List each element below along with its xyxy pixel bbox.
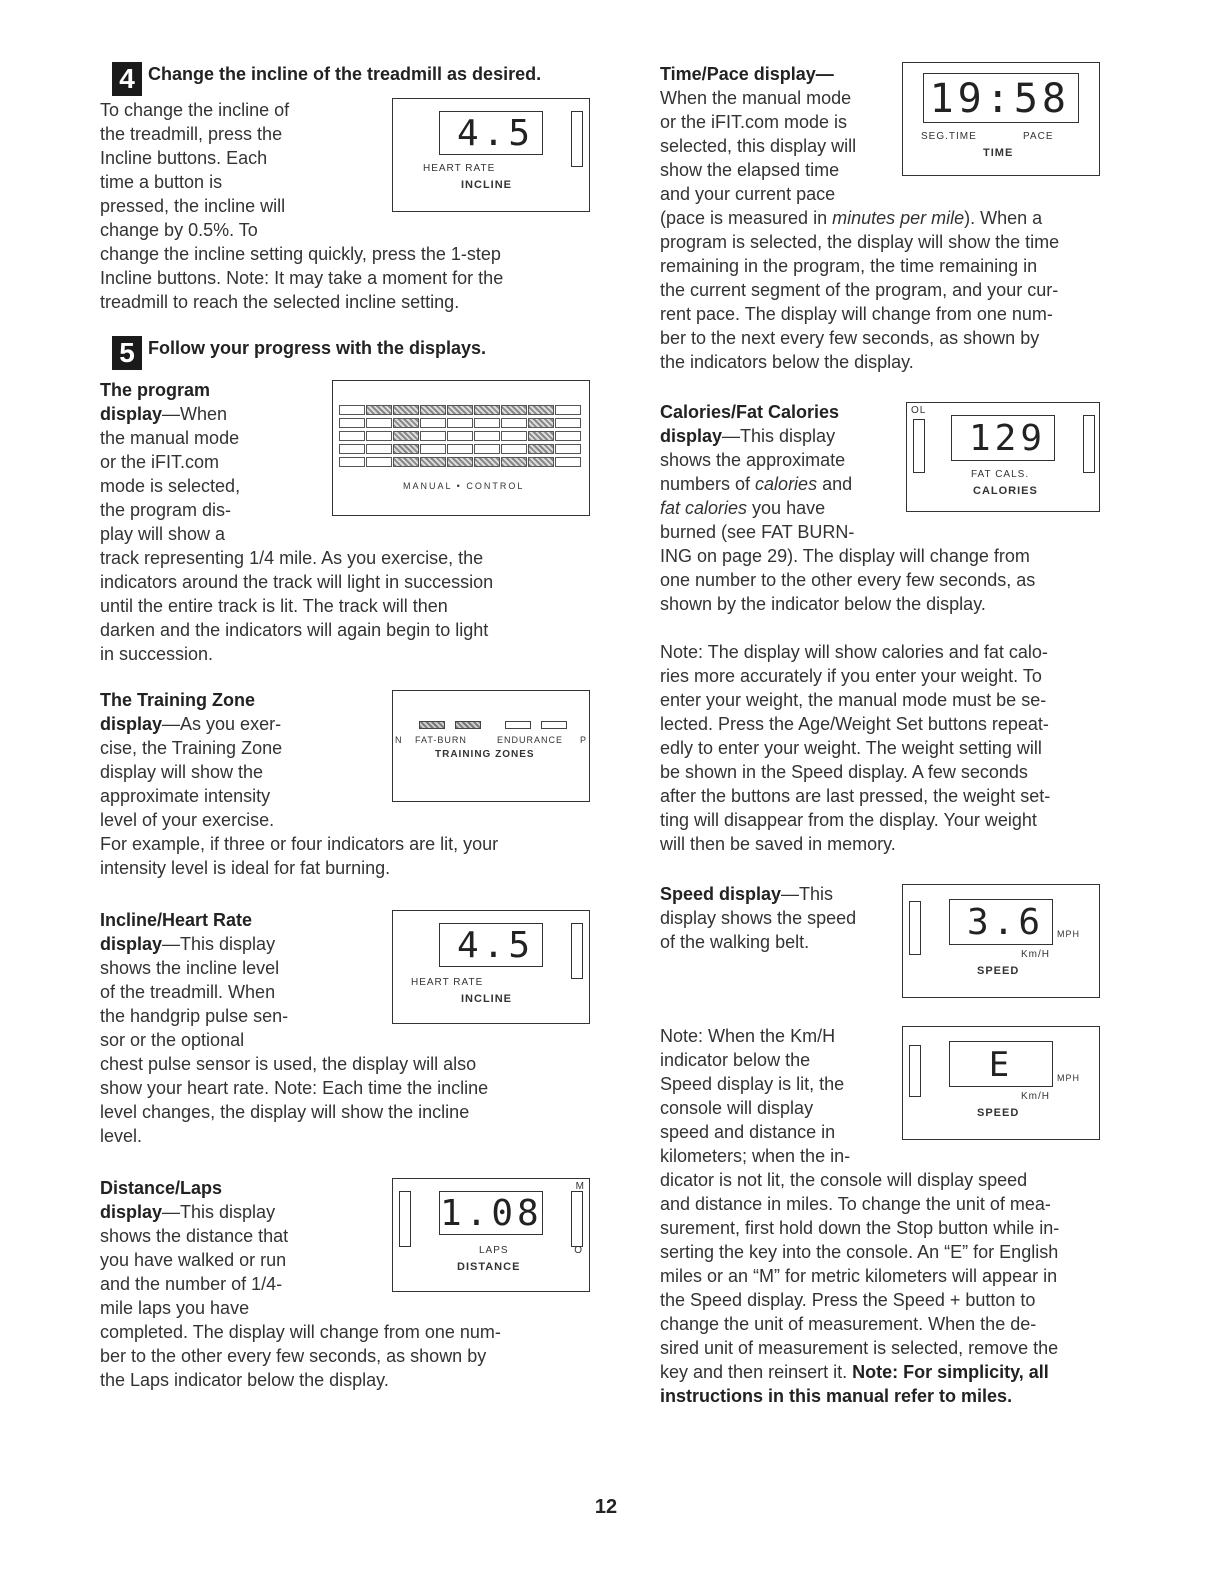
pace-text-italic: minutes per mile: [832, 208, 965, 228]
distance-line: ber to the other every few seconds, as shown by: [100, 1346, 487, 1366]
calories-display-figure: [906, 402, 1100, 512]
program-track-indicator: [555, 418, 581, 428]
heart-rate-indicator: HEART RATE: [423, 163, 496, 174]
side-indicator-bar: [1083, 415, 1095, 473]
program-title: The program: [100, 380, 211, 400]
incline-hr-display-term: display: [100, 934, 163, 954]
program-track-indicator: [501, 405, 527, 415]
step-4-line: Incline buttons. Note: It may take a moment for the: [100, 268, 504, 288]
program-dash-text: —When: [162, 404, 228, 424]
training-line: approximate intensity: [100, 786, 271, 806]
step-4-line: To change the incline of: [100, 100, 290, 120]
speed-display-label: SPEED: [977, 965, 1020, 977]
step-4-line: the treadmill, press the: [100, 124, 283, 144]
program-track-indicator: [393, 431, 419, 441]
training-display-term: display: [100, 714, 163, 734]
incline-hr-line: of the treadmill. When: [100, 982, 276, 1002]
calories-note-line: will then be saved in memory.: [660, 834, 896, 854]
time-pace-section: [660, 62, 1100, 374]
training-zone-indicator: [455, 721, 481, 729]
units-display-label: SPEED: [977, 1107, 1020, 1119]
program-track-indicator: [393, 444, 419, 454]
speed-display-figure: [902, 884, 1100, 998]
step-4-line: change the incline setting quickly, press the 1-step: [100, 244, 501, 264]
program-display-figure: [332, 380, 590, 516]
time-pace-line: selected, this display will: [660, 136, 857, 156]
step-4-line: time a button is: [100, 172, 223, 192]
incline-hr-title: Incline/Heart Rate: [100, 910, 253, 930]
units-text-bold: Note: For simplicity, all: [852, 1362, 1049, 1382]
training-zone-section: [100, 688, 590, 880]
incline-hr-display-value: 4.5: [456, 925, 534, 966]
program-track-indicator: [339, 444, 365, 454]
time-pace-line: or the iFIT.com mode is: [660, 112, 848, 132]
program-track-indicator: [366, 418, 392, 428]
heart-rate-indicator: HEART RATE: [411, 977, 484, 988]
program-track-indicator: [528, 418, 554, 428]
training-zone-segments: [393, 721, 589, 735]
speed-display-screen: [949, 899, 1053, 945]
units-line: dicator is not lit, the console will display speed: [660, 1170, 1028, 1190]
speed-title-rest: —This: [781, 884, 834, 904]
time-display-value: 19:58: [929, 76, 1070, 122]
program-track-indicator: [501, 457, 527, 467]
units-line: speed and distance in: [660, 1122, 836, 1142]
program-track-indicator: [420, 418, 446, 428]
right-column: [660, 62, 1100, 1430]
program-line: darken and the indicators will again begin to light: [100, 620, 489, 640]
program-line: indicators around the track will light in succession: [100, 572, 494, 592]
program-track-indicator: [474, 405, 500, 415]
mph-indicator: MPH: [1057, 929, 1080, 939]
program-track-indicator: [339, 457, 365, 467]
side-indicator-bar: [571, 1191, 583, 1247]
program-track-indicator: [501, 444, 527, 454]
training-dash-text: —As you exer-: [162, 714, 282, 734]
kmh-indicator: Km/H: [1021, 949, 1050, 960]
side-indicator-bar: [909, 901, 921, 955]
step-4-body: [100, 98, 590, 314]
calories-note-line: edly to enter your weight. The weight setting will: [660, 738, 1042, 758]
distance-line: mile laps you have: [100, 1298, 250, 1318]
calories-text-post: and: [817, 474, 853, 494]
program-track-indicator: [366, 457, 392, 467]
calories-display-screen: [951, 415, 1055, 461]
calories-text-italic: calories: [755, 474, 818, 494]
training-zone-left-mark: N: [395, 735, 403, 745]
program-track-indicator: [555, 444, 581, 454]
incline-hr-display-figure: [392, 910, 590, 1024]
distance-display-term: display: [100, 1202, 163, 1222]
calories-dash-text: —This display: [722, 426, 836, 446]
calories-note-line: after the buttons are last pressed, the weight set-: [660, 786, 1051, 806]
units-section: [660, 1024, 1100, 1408]
time-pace-line: [660, 206, 1100, 230]
calories-display-value: 129: [968, 418, 1046, 459]
distance-line: completed. The display will change from one num-: [100, 1322, 501, 1342]
incline-hr-line: level changes, the display will show the incline: [100, 1102, 470, 1122]
time-pace-line: remaining in the program, the time remaining in: [660, 256, 1038, 276]
units-line: change the unit of measurement. When the de-: [660, 1314, 1037, 1334]
training-zone-indicator: [505, 721, 531, 729]
units-line: console will display: [660, 1098, 814, 1118]
program-line: until the entire track is lit. The track will then: [100, 596, 448, 616]
distance-display-figure: [392, 1178, 590, 1292]
incline-hr-dash-text: —This display: [162, 934, 276, 954]
mph-indicator: MPH: [1057, 1073, 1080, 1083]
program-line: track representing 1/4 mile. As you exercise, the: [100, 548, 484, 568]
time-pace-line: and your current pace: [660, 184, 836, 204]
program-track-indicator: [366, 431, 392, 441]
calories-note-line: be shown in the Speed display. A few seconds: [660, 762, 1028, 782]
incline-hr-line: chest pulse sensor is used, the display will also: [100, 1054, 477, 1074]
units-line: Note: When the Km/H: [660, 1026, 836, 1046]
program-line: play will show a: [100, 524, 226, 544]
fat-calories-text-italic: fat calories: [660, 498, 748, 518]
side-indicator-bar: [909, 1045, 921, 1097]
incline-hr-display-screen: [439, 923, 543, 967]
program-line: or the iFIT.com: [100, 452, 220, 472]
units-display-value: E: [988, 1045, 1014, 1085]
time-pace-line: rent pace. The display will change from one num-: [660, 304, 1053, 324]
units-line: and distance in miles. To change the unit of mea-: [660, 1194, 1051, 1214]
units-line: sired unit of measurement is selected, remove the: [660, 1338, 1059, 1358]
step-4-line: change by 0.5%. To: [100, 220, 258, 240]
calories-text-pre: numbers of: [660, 474, 756, 494]
step-4-line: pressed, the incline will: [100, 196, 286, 216]
time-display-screen: [923, 73, 1079, 123]
time-display-label: TIME: [983, 147, 1014, 159]
fat-calories-text-post: you have: [747, 498, 826, 518]
units-display-figure: [902, 1026, 1100, 1140]
speed-line: of the walking belt.: [660, 932, 810, 952]
kmh-indicator: Km/H: [1021, 1091, 1050, 1102]
time-pace-line: ber to the next every few seconds, as shown by: [660, 328, 1040, 348]
training-line: level of your exercise.: [100, 810, 275, 830]
speed-display-value: 3.6: [966, 902, 1044, 943]
program-track-indicator: [528, 405, 554, 415]
calories-line: shows the approximate: [660, 450, 846, 470]
incline-hr-line: shows the incline level: [100, 958, 280, 978]
units-line: indicator below the: [660, 1050, 811, 1070]
time-pace-line: show the elapsed time: [660, 160, 840, 180]
page-number: 12: [594, 1496, 618, 1518]
units-line: kilometers; when the in-: [660, 1146, 851, 1166]
program-track-indicator: [447, 457, 473, 467]
calories-note-line: lected. Press the Age/Weight Set buttons repeat-: [660, 714, 1049, 734]
training-line: display will show the: [100, 762, 264, 782]
calories-display-term: display: [660, 426, 723, 446]
calories-note-line: ries more accurately if you enter your weight. To: [660, 666, 1042, 686]
program-line: mode is selected,: [100, 476, 241, 496]
program-track-indicator: [474, 444, 500, 454]
training-zone-indicator: [541, 721, 567, 729]
program-track-indicator: [501, 431, 527, 441]
program-line: in succession.: [100, 644, 214, 664]
speed-title: Speed display: [660, 884, 782, 904]
program-track-indicator: [366, 444, 392, 454]
program-track-indicator: [447, 418, 473, 428]
incline-hr-line: the handgrip pulse sen-: [100, 1006, 289, 1026]
step-5-heading: [100, 336, 590, 368]
program-track-indicator: [474, 457, 500, 467]
program-track-indicator: [528, 457, 554, 467]
distance-laps-section: [100, 1176, 590, 1392]
training-zone-indicator: [419, 721, 445, 729]
step-5-title: Follow your progress with the displays.: [148, 338, 487, 358]
program-display-section: [100, 378, 590, 666]
incline-display-screen: [439, 111, 543, 155]
calories-note-line: ting will disappear from the display. Your weight: [660, 810, 1037, 830]
side-indicator-bar: [913, 419, 925, 473]
training-line: intensity level is ideal for fat burning.: [100, 858, 391, 878]
seg-time-indicator: SEG.TIME: [921, 131, 977, 142]
time-pace-line: the current segment of the program, and your cur-: [660, 280, 1059, 300]
program-track-indicator: [528, 444, 554, 454]
calories-display-label: CALORIES: [973, 485, 1038, 497]
distance-right-mark: O: [574, 1245, 583, 1256]
distance-line: and the number of 1/4-: [100, 1274, 283, 1294]
program-track-indicator: [420, 444, 446, 454]
program-line: the manual mode: [100, 428, 240, 448]
incline-hr-line: show your heart rate. Note: Each time the incline: [100, 1078, 489, 1098]
incline-hr-line: level.: [100, 1126, 143, 1146]
training-zones-label: TRAINING ZONES: [435, 749, 535, 760]
incline-display-label: INCLINE: [461, 179, 512, 191]
program-line: the program dis-: [100, 500, 232, 520]
time-pace-line: the indicators below the display.: [660, 352, 914, 372]
program-track-indicator: [501, 418, 527, 428]
program-track-indicator: [474, 431, 500, 441]
distance-line: the Laps indicator below the display.: [100, 1370, 389, 1390]
program-track-indicator: [420, 457, 446, 467]
program-track-indicator: [339, 405, 365, 415]
distance-line: shows the distance that: [100, 1226, 289, 1246]
fat-cals-indicator: FAT CALS.: [971, 469, 1030, 480]
calories-section: [660, 400, 1100, 616]
program-display-label: MANUAL • CONTROL: [403, 481, 525, 491]
laps-indicator: LAPS: [479, 1245, 509, 1256]
distance-display-value: 1.08: [440, 1193, 543, 1234]
left-column: [100, 62, 590, 1414]
step-number-4: 4: [112, 62, 142, 96]
distance-display-label: DISTANCE: [457, 1261, 521, 1273]
program-track-indicator: [447, 405, 473, 415]
units-line: Speed display is lit, the: [660, 1074, 845, 1094]
calories-line: one number to the other every few seconds, as: [660, 570, 1036, 590]
units-display-screen: [949, 1041, 1053, 1087]
time-pace-title: Time/Pace display—: [660, 64, 834, 84]
calories-title: Calories/Fat Calories: [660, 402, 840, 422]
side-indicator-bar: [571, 111, 583, 167]
incline-hr-display-label: INCLINE: [461, 993, 512, 1005]
program-track-indicator: [393, 405, 419, 415]
program-track-indicator: [447, 431, 473, 441]
side-indicator-bar: [399, 1191, 411, 1247]
calories-line: shown by the indicator below the display.: [660, 594, 986, 614]
calories-line: ING on page 29). The display will change from: [660, 546, 1030, 566]
distance-line: you have walked or run: [100, 1250, 287, 1270]
endurance-label: ENDURANCE: [497, 735, 564, 745]
calories-note-section: [660, 640, 1100, 856]
pace-indicator: PACE: [1023, 131, 1054, 142]
program-track-indicator: [393, 418, 419, 428]
time-display-figure: [902, 62, 1100, 176]
pace-text-post: ). When a: [964, 208, 1043, 228]
side-indicator-bar: [571, 923, 583, 979]
time-pace-line: When the manual mode: [660, 88, 852, 108]
program-track-indicator: [555, 431, 581, 441]
units-line: miles or an “M” for metric kilometers will appear in: [660, 1266, 1058, 1286]
distance-title: Distance/Laps: [100, 1178, 223, 1198]
step-4-line: treadmill to reach the selected incline setting.: [100, 292, 460, 312]
calories-corner-mark: OL: [911, 405, 927, 416]
program-track-indicator: [528, 431, 554, 441]
program-track-indicator: [447, 444, 473, 454]
speed-section: [660, 882, 1100, 1002]
step-4-heading: [100, 62, 590, 94]
training-zone-right-mark: P: [579, 735, 587, 745]
program-track-indicator: [339, 418, 365, 428]
step-4-title: Change the incline of the treadmill as desired.: [148, 64, 542, 84]
incline-display-value: 4.5: [456, 113, 534, 154]
training-line: For example, if three or four indicators are lit, your: [100, 834, 499, 854]
program-track-indicator: [339, 431, 365, 441]
calories-note-line: enter your weight, the manual mode must be se-: [660, 690, 1047, 710]
program-display-term: display: [100, 404, 163, 424]
fat-burn-label: FAT-BURN: [415, 735, 467, 745]
units-line: serting the key into the console. An “E” for English: [660, 1242, 1059, 1262]
time-pace-line: program is selected, the display will show the time: [660, 232, 1060, 252]
units-text-pre: key and then reinsert it.: [660, 1362, 853, 1382]
incline-hr-line: sor or the optional: [100, 1030, 245, 1050]
step-number-5: 5: [112, 336, 142, 370]
units-line: surement, first hold down the Stop button while in-: [660, 1218, 1060, 1238]
speed-line: display shows the speed: [660, 908, 857, 928]
program-track-indicator: [366, 405, 392, 415]
units-line: the Speed display. Press the Speed + button to: [660, 1290, 1036, 1310]
program-track-indicator: [474, 418, 500, 428]
calories-note-line: Note: The display will show calories and fat calo-: [660, 642, 1048, 662]
incline-display-figure: [392, 98, 590, 212]
distance-dash-text: —This display: [162, 1202, 276, 1222]
distance-display-screen: [439, 1191, 543, 1235]
program-track-indicator: [420, 405, 446, 415]
units-final-note: instructions in this manual refer to miles.: [660, 1386, 1013, 1406]
training-line: cise, the Training Zone: [100, 738, 283, 758]
program-track-indicator: [555, 457, 581, 467]
program-track-indicator: [555, 405, 581, 415]
training-zone-title: The Training Zone: [100, 690, 256, 710]
incline-heart-rate-section: [100, 908, 590, 1148]
training-zone-display-figure: [392, 690, 590, 802]
step-4-line: Incline buttons. Each: [100, 148, 268, 168]
pace-text-pre: (pace is measured in: [660, 208, 833, 228]
program-track-indicator: [420, 431, 446, 441]
units-line: [660, 1360, 1100, 1384]
calories-line: burned (see FAT BURN-: [660, 522, 855, 542]
distance-corner-mark: M: [575, 1181, 585, 1192]
program-track-indicator: [393, 457, 419, 467]
